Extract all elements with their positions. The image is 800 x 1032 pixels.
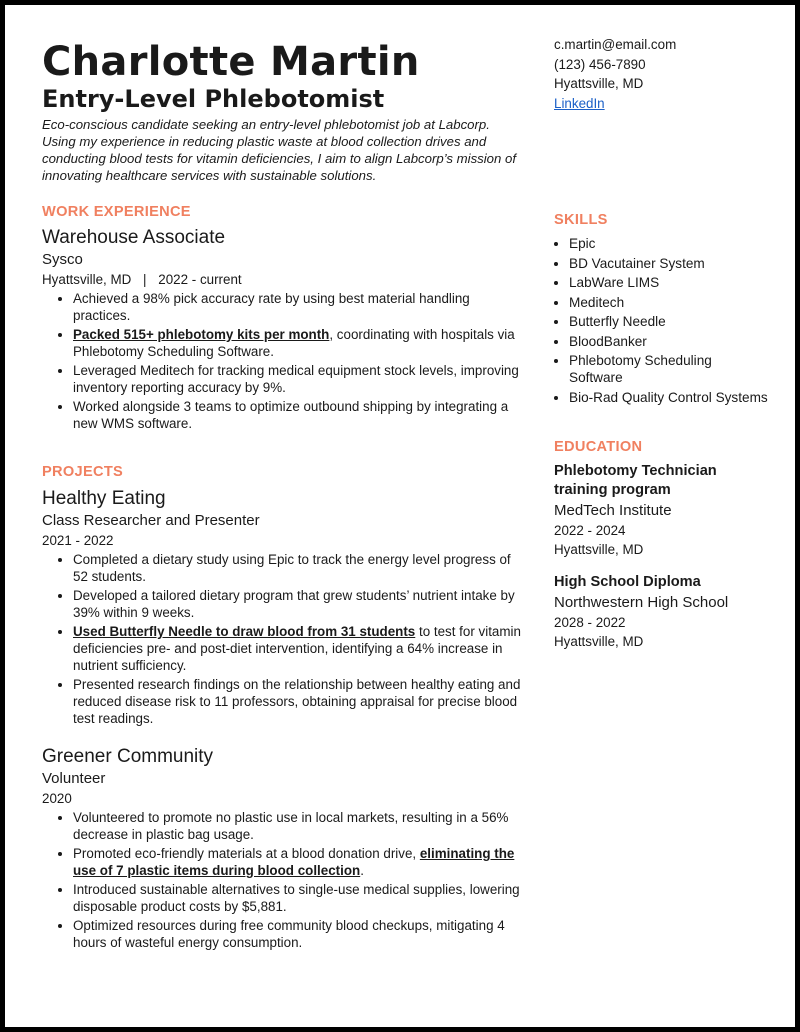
project-dates: 2020 <box>42 791 72 806</box>
main-column <box>42 39 524 953</box>
projects-section <box>42 463 524 951</box>
skill-item: • Epic <box>569 235 769 252</box>
project-dates: 2021 - 2022 <box>42 533 114 548</box>
skills-section <box>554 211 769 406</box>
section-heading: SKILLS <box>554 212 608 228</box>
education-entry <box>554 462 769 560</box>
section-heading: EDUCATION <box>554 438 643 455</box>
contact-phone: (123) 456-7890 <box>554 56 646 72</box>
skill-item: • Meditech <box>569 294 769 311</box>
list-item: • Completed a dietary study using Epic to track the energy level progress of 52 students. <box>73 551 524 585</box>
project-entry <box>42 486 524 727</box>
section-heading: WORK EXPERIENCE <box>42 204 191 220</box>
project-title: Healthy Eating <box>42 488 166 509</box>
list-item: • Achieved a 98% pick accuracy rate by using best material handling practices. <box>73 290 524 324</box>
skill-item: • BD Vacutainer System <box>569 255 769 272</box>
skill-item: • Phlebotomy Scheduling Software <box>569 352 769 386</box>
list-item: • Introduced sustainable alternatives to single-use medical supplies, lowering disposable product costs by $5,881. <box>73 881 524 915</box>
meta-separator: | <box>143 272 147 287</box>
project-role: Volunteer <box>42 770 106 787</box>
job-location: Hyattsville, MD <box>42 272 132 287</box>
list-item: • Leveraged Meditech for tracking medical equipment stock levels, improving inventory reporting accuracy by 9%. <box>73 362 524 396</box>
school-name: MedTech Institute <box>554 501 672 519</box>
job-meta <box>42 270 524 289</box>
skill-item: • Bio-Rad Quality Control Systems <box>569 389 769 406</box>
education-entry <box>554 573 769 652</box>
job-dates: 2022 - current <box>158 272 242 287</box>
education-section <box>554 438 769 652</box>
resume-page <box>5 5 795 1027</box>
list-item: • Packed 515+ phlebotomy kits per month, coordinating with hospitals via Phlebotomy Scheduling Software. <box>73 326 524 360</box>
list-item: • Worked alongside 3 teams to optimize outbound shipping by integrating a new WMS software. <box>73 398 524 432</box>
project-entry <box>42 744 524 951</box>
job-entry <box>42 225 524 432</box>
job-bullets <box>42 290 524 432</box>
list-item: • Promoted eco-friendly materials at a blood donation drive, eliminating the use of 7 plastic items during blood collection. <box>73 845 524 879</box>
list-item: • Presented research findings on the relationship between healthy eating and reduced disease risk to 11 professors, obtaining appraisal for precise blood test readings. <box>73 676 524 727</box>
education-dates: 2022 - 2024 <box>554 522 626 538</box>
education-location: Hyattsville, MD <box>554 542 644 557</box>
work-experience-section <box>42 203 524 432</box>
degree-name: Phlebotomy Technician training program <box>554 462 717 498</box>
job-title: Entry-Level Phlebotomist <box>42 85 385 113</box>
contact-info <box>554 35 769 113</box>
project-title: Greener Community <box>42 746 214 767</box>
skill-item: • LabWare LIMS <box>569 274 769 291</box>
section-heading: PROJECTS <box>42 464 124 480</box>
list-item: • Optimized resources during free community blood checkups, mitigating 4 hours of wasteful energy consumption. <box>73 917 524 951</box>
summary: Eco-conscious candidate seeking an entry-level phlebotomist job at Labcorp. Using my experience in reducing plastic waste at blood collection drives and conducting blood tests for vitamin deficiencies, I aim to align Labcorp’s mission of innovating healthcare services with sustainable solutions. <box>42 117 517 183</box>
highlight-text: eliminating the use of 7 plastic items during blood collection <box>73 846 515 878</box>
education-location: Hyattsville, MD <box>554 634 644 649</box>
skill-item: • BloodBanker <box>569 333 769 350</box>
contact-email: c.martin@email.com <box>554 37 677 52</box>
project-bullets <box>42 551 524 727</box>
project-role: Class Researcher and Presenter <box>42 512 260 529</box>
school-name: Northwestern High School <box>554 593 729 611</box>
degree-name: High School Diploma <box>554 573 701 590</box>
contact-location: Hyattsville, MD <box>554 76 644 91</box>
company-name: Sysco <box>42 251 83 268</box>
linkedin-link[interactable]: LinkedIn <box>554 95 605 111</box>
highlight-text: Used Butterfly Needle to draw blood from 31 students <box>73 624 416 639</box>
candidate-name: Charlotte Martin <box>42 39 420 85</box>
education-dates: 2028 - 2022 <box>554 614 626 630</box>
job-position: Warehouse Associate <box>42 227 226 248</box>
highlight-text: Packed 515+ phlebotomy kits per month <box>73 327 330 342</box>
list-item: • Volunteered to promote no plastic use in local markets, resulting in a 56% decrease in plastic bag usage. <box>73 809 524 843</box>
sidebar-column <box>554 35 769 652</box>
list-item: • Used Butterfly Needle to draw blood from 31 students to test for vitamin deficiencies pre- and post-diet intervention, identifying a 64% increase in nutrient sufficiency. <box>73 623 524 674</box>
list-item: • Developed a tailored dietary program that grew students’ nutrient intake by 39% within 9 weeks. <box>73 587 524 621</box>
project-bullets <box>42 809 524 951</box>
skill-item: • Butterfly Needle <box>569 313 769 330</box>
skills-list <box>554 235 769 406</box>
